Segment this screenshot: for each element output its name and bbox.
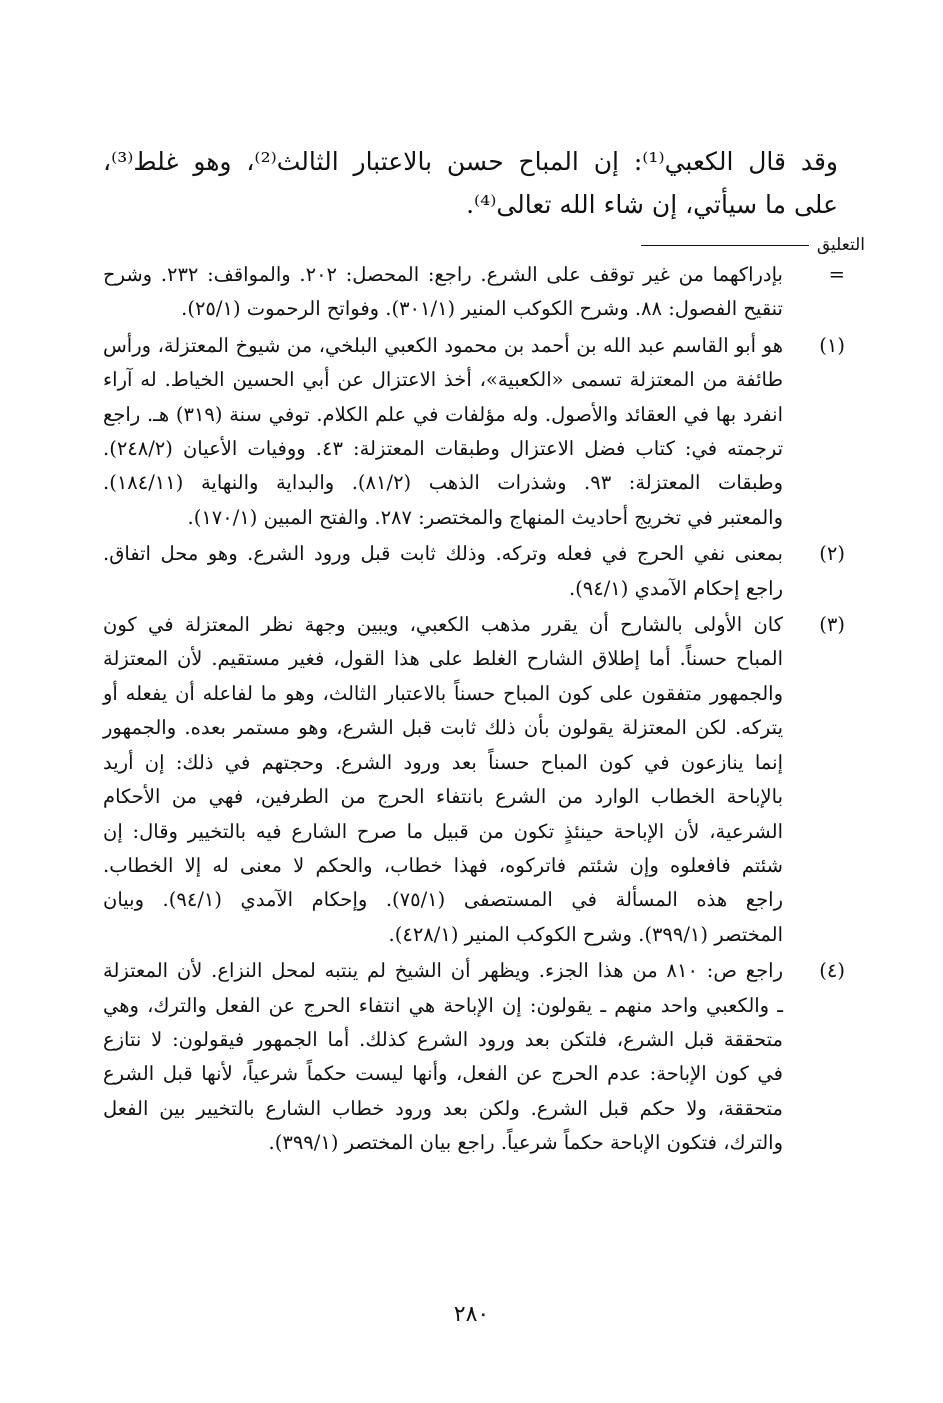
footnote-line: تنقيح الفصول: ٨٨. وشرح الكوكب المنير (٣٠١/١). وفواتح الرحموت (٢٥/١). [181,297,783,321]
footnote [103,329,845,535]
footnote-line: والجمهور متفقون على كون المباح حسناً بالاعتبار الثالث، وهو ما لفاعله أن يفعله أو [103,681,783,705]
footnote-line: بمعنى نفي الحرج في فعله وتركه. وذلك ثابت قبل ورود الشرع. وهو محل اتفاق. [103,542,783,566]
footnote-line: متحققة، ولا حكم قبل الشرع. ولكن بعد ورود خطاب الشارع بالتخيير بين الفعل [103,1096,783,1120]
footnote-line: إنما ينازعون في كون المباح حسناً بعد ورود الشرع. وحجتهم في ذلك: إن أريد [103,750,783,774]
footnote-line: الشرعية، لأن الإباحة حينئذٍ تكون من قبيل ما صرح الشارع فيه بالتخيير وقال: إن [103,819,783,843]
footnote-line: المختصر (٣٩٩/١). وشرح الكوكب المنير (٤٢٨/١). [388,922,783,946]
divider-line [641,245,809,246]
divider-label: التعليق [816,235,865,255]
footnote-marker: (٢) [819,542,845,566]
main-text-line: وقد قال الكعبي⁽¹⁾: إن المباح حسن بالاعتبار الثالث⁽²⁾، وهو غلط⁽³⁾، [103,147,838,176]
footnote-marker: = [828,263,845,286]
footnote-line: راجع ص: ٨١٠ من هذا الجزء. ويظهر أن الشيخ لم ينتبه لمحل النزاع. لأن المعتزلة [103,959,783,983]
footnotes [103,258,845,1163]
footnote-line: كان الأولى بالشارح أن يقرر مذهب الكعبي، ويبين وجهة نظر المعتزلة في كون [103,613,783,637]
footnote-line: والترك، فتكون الإباحة حكماً شرعياً. راجع بيان المختصر (٣٩٩/١). [268,1131,783,1155]
footnote-line: يتركه. لكن المعتزلة يقولون بأن ذلك ثابت قبل الشرع، وهو مستمر بعده. والجمهور [103,716,783,740]
page-number: ٢٨٠ [453,1302,490,1327]
footnote-marker: (٣) [819,613,845,637]
main-text-line: على ما سيأتي، إن شاء الله تعالى⁽⁴⁾. [466,190,838,219]
footnote-line: المباح حسناً. أما إطلاق الشارح الغلط على هذا القول، فغير مستقيم. لأن المعتزلة [103,647,783,671]
footnote-marker: (٤) [819,959,845,983]
footnote [103,954,845,1160]
footnote [103,537,845,606]
footnote-line: متحققة قبل الشرع، فلتكن بعد ورود الشرع كذلك. أما الجمهور فيقولون: لا نتازع [103,1027,783,1051]
footnote-line: وطبقات المعتزلة: ٩٣. وشذرات الذهب (٨١/٢). والبداية والنهاية (١٨٤/١١). [103,471,783,495]
footnote-line: ـ والكعبي واحد منهم ـ يقولون: إن الإباحة هي انتفاء الحرج عن الفعل والترك، وهي [103,993,783,1017]
footnote-line: والمعتبر في تخريج أحاديث المنهاج والمختصر: ٢٨٧. والفتح المبين (١٧٠/١). [187,505,783,529]
footnote-line: بالإباحة الخطاب الوارد من الشرع بانتفاء الحرج من الطرفين، فهي من الأحكام [103,785,783,809]
footnote-line: ترجمته في: كتاب فضل الاعتزال وطبقات المعتزلة: ٤٣. ووفيات الأعيان (٢٤٨/٢). [103,437,784,461]
main-text [103,140,838,226]
footnote-line: بإدراكهما من غير توقف على الشرع. راجع: المحصل: ٢٠٢. والمواقف: ٢٣٢. وشرح [103,263,783,286]
footnote-line: راجع هذه المسألة في المستصفى (٧٥/١). وإحكام الآمدي (٩٤/١). وبيان [103,888,783,912]
footnote-line: في كون الإباحة: عدم الحرج عن الفعل، وأنها ليست حكماً شرعياً، لأنها قبل الشرع [103,1062,783,1086]
footnote-marker: (١) [819,333,845,357]
footnote-line: طائفة من المعتزلة تسمى «الكعبية»، أخذ الاعتزال عن أبي الحسين الخياط. له آراء [103,368,783,392]
footnote-line: انفرد بها في العقائد والأصول. وله مؤلفات في علم الكلام. توفي سنة (٣١٩) هـ. راجع [103,402,783,426]
footnote-line: راجع إحكام الآمدي (٩٤/١). [568,576,783,600]
footnote [103,258,845,327]
footnote-line: شئتم فافعلوه وإن شئتم فاتركوه، فهذا خطاب، والحكم لا معنى له إلا الخطاب. [103,853,783,877]
footnote [103,608,845,952]
footnote-line: هو أبو القاسم عبد الله بن أحمد بن محمود الكعبي البلخي، من شيوخ المعتزلة، ورأس [103,333,783,357]
